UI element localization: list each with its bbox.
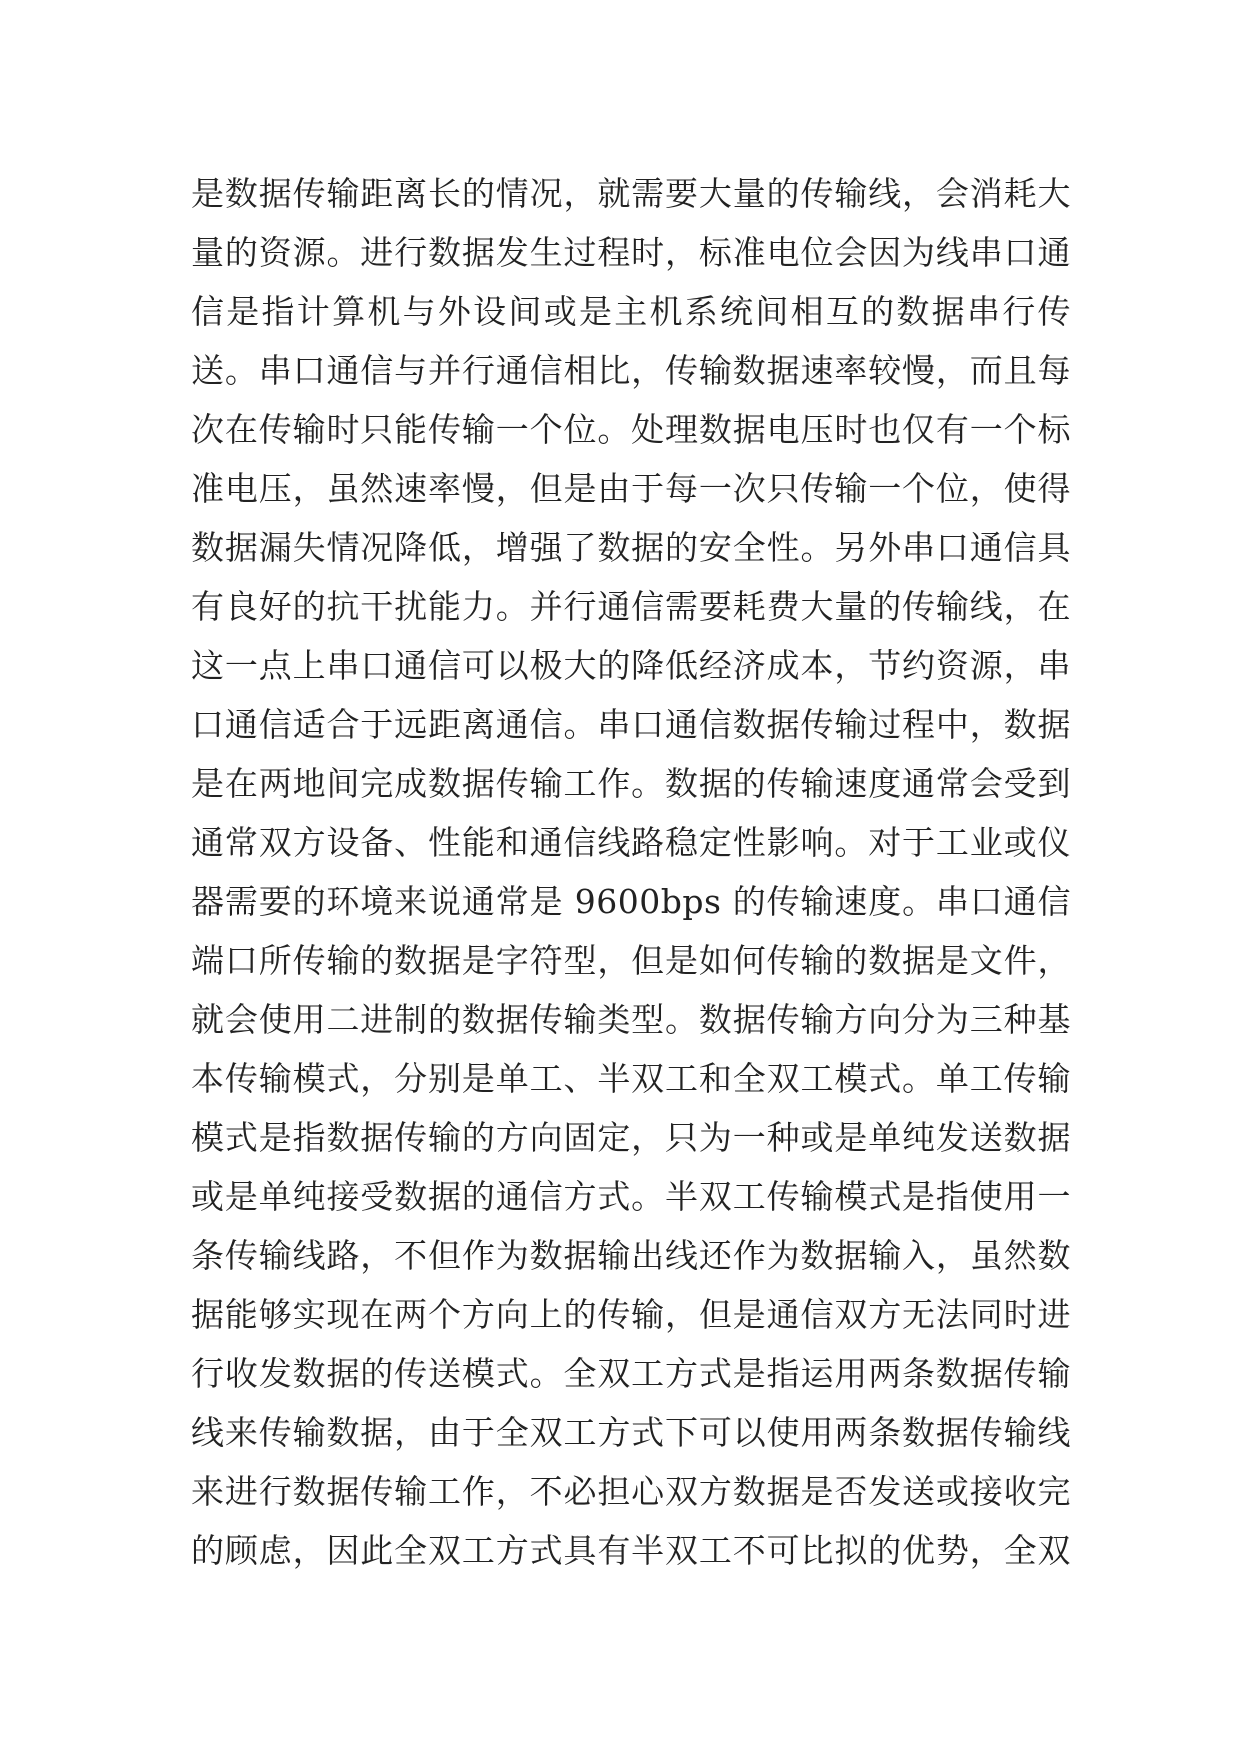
text-line: 是数据传输距离长的情况，就需要大量的传输线，会消耗大	[191, 174, 1071, 213]
text-line: 这一点上串口通信可以极大的降低经济成本，节约资源，串	[191, 646, 1071, 685]
text-line: 本传输模式，分别是单工、半双工和全双工模式。单工传输	[191, 1059, 1071, 1098]
text-line: 行收发数据的传送模式。全双工方式是指运用两条数据传输	[191, 1354, 1071, 1393]
text-line: 信是指计算机与外设间或是主机系统间相互的数据串行传	[191, 292, 1071, 331]
text-line: 线来传输数据，由于全双工方式下可以使用两条数据传输线	[191, 1413, 1071, 1452]
text-line: 通常双方设备、性能和通信线路稳定性影响。对于工业或仪	[191, 823, 1071, 862]
text-line: 次在传输时只能传输一个位。处理数据电压时也仅有一个标	[191, 410, 1071, 449]
text-line: 器需要的环境来说通常是 9600bps 的传输速度。串口通信	[191, 882, 1071, 921]
text-line: 就会使用二进制的数据传输类型。数据传输方向分为三种基	[191, 1000, 1071, 1039]
text-line: 端口所传输的数据是字符型，但是如何传输的数据是文件，	[191, 941, 1071, 980]
text-line: 的顾虑，因此全双工方式具有半双工不可比拟的优势，全双	[191, 1531, 1071, 1570]
text-line: 有良好的抗干扰能力。并行通信需要耗费大量的传输线，在	[191, 587, 1071, 626]
text-line: 来进行数据传输工作，不必担心双方数据是否发送或接收完	[191, 1472, 1071, 1511]
text-line: 送。串口通信与并行通信相比，传输数据速率较慢，而且每	[191, 351, 1071, 390]
text-line: 准电压，虽然速率慢，但是由于每一次只传输一个位，使得	[191, 469, 1071, 508]
text-line: 模式是指数据传输的方向固定，只为一种或是单纯发送数据	[191, 1118, 1071, 1157]
text-line: 或是单纯接受数据的通信方式。半双工传输模式是指使用一	[191, 1177, 1071, 1216]
text-line: 量的资源。进行数据发生过程时，标准电位会因为线串口通	[191, 233, 1071, 272]
text-line: 是在两地间完成数据传输工作。数据的传输速度通常会受到	[191, 764, 1071, 803]
text-line: 条传输线路，不但作为数据输出线还作为数据输入，虽然数	[191, 1236, 1071, 1275]
text-line: 据能够实现在两个方向上的传输，但是通信双方无法同时进	[191, 1295, 1071, 1334]
text-line: 数据漏失情况降低，增强了数据的安全性。另外串口通信具	[191, 528, 1071, 567]
body-text	[191, 164, 1071, 1580]
text-line: 口通信适合于远距离通信。串口通信数据传输过程中，数据	[191, 705, 1071, 744]
